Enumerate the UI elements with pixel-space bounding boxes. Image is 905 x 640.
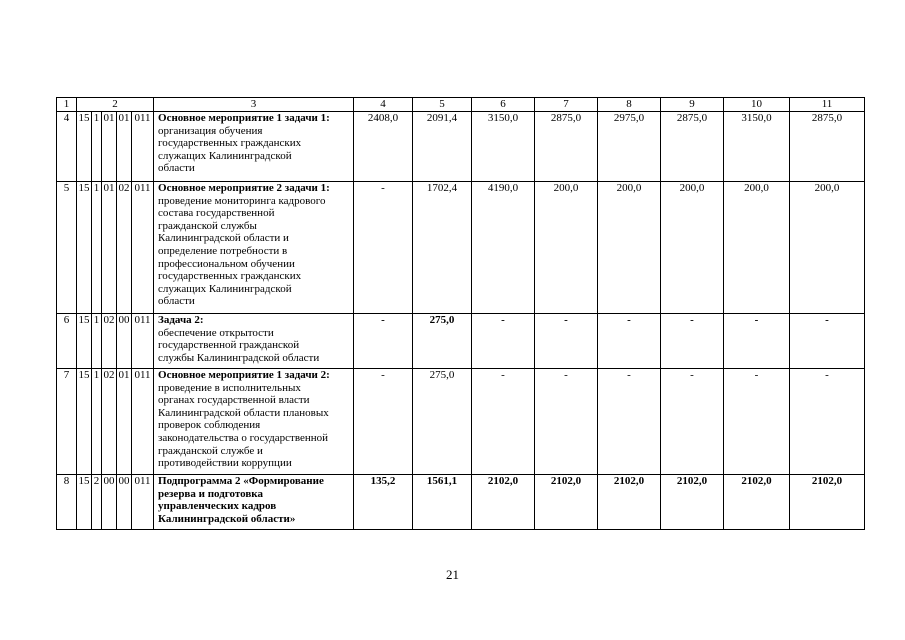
table-row (57, 314, 865, 369)
code-cell: 00 (117, 475, 132, 530)
description-line: органах государственной власти (158, 394, 310, 407)
description-cell (154, 475, 354, 530)
description-line: служащих Калининградской (158, 282, 292, 295)
row-number: 8 (57, 475, 77, 530)
value-cell: 1561,1 (413, 475, 472, 530)
description-line: Калининградской области плановых (158, 406, 329, 419)
code-cell: 00 (117, 314, 132, 369)
row-number: 5 (57, 182, 77, 314)
value-cell: 2102,0 (724, 475, 790, 530)
description-line: службы Калининградской области (158, 351, 320, 364)
value-cell: - (472, 369, 535, 475)
value-cell: 3150,0 (724, 112, 790, 182)
description-line: гражданской службе и (158, 444, 263, 457)
budget-table (56, 97, 865, 530)
value-cell: 2102,0 (661, 475, 724, 530)
description-line: области (158, 162, 195, 175)
header-cell-10: 10 (724, 98, 790, 112)
description-title-line: Подпрограмма 2 «Формирование (158, 475, 324, 487)
description-line: проверок соблюдения (158, 419, 261, 432)
header-cell-7: 7 (535, 98, 598, 112)
value-cell: 3150,0 (472, 112, 535, 182)
description-line: проведение в исполнительных (158, 381, 301, 394)
header-cell-4: 4 (354, 98, 413, 112)
value-cell: 275,0 (413, 369, 472, 475)
value-cell: - (724, 314, 790, 369)
value-cell: 2408,0 (354, 112, 413, 182)
code-cell: 15 (77, 369, 92, 475)
value-cell: 2875,0 (661, 112, 724, 182)
description-line: профессиональном обучении (158, 257, 295, 270)
value-cell: 2091,4 (413, 112, 472, 182)
header-cell-9: 9 (661, 98, 724, 112)
description-line: государственных гражданских (158, 270, 302, 283)
value-cell: 275,0 (413, 314, 472, 369)
description-cell (154, 182, 354, 314)
description-line: определение потребности в (158, 244, 288, 257)
code-cell: 011 (132, 314, 154, 369)
table-row (57, 369, 865, 475)
value-cell: 2875,0 (535, 112, 598, 182)
description-title-line: управленческих кадров (158, 500, 277, 513)
value-cell: 2975,0 (598, 112, 661, 182)
table-body (57, 98, 865, 530)
value-cell: 200,0 (724, 182, 790, 314)
description-line: области (158, 295, 195, 308)
value-cell: 2102,0 (598, 475, 661, 530)
value-cell: - (724, 369, 790, 475)
description-line: государственной гражданской (158, 339, 300, 352)
description-cell (154, 369, 354, 475)
description-line: гражданской службы (158, 219, 257, 232)
description-title: Основное мероприятие 1 задачи 1: (158, 112, 330, 124)
code-cell: 1 (92, 369, 102, 475)
value-cell: 135,2 (354, 475, 413, 530)
row-number: 6 (57, 314, 77, 369)
value-cell: - (535, 369, 598, 475)
page-number: 21 (446, 567, 459, 582)
code-cell: 2 (92, 475, 102, 530)
code-cell: 011 (132, 182, 154, 314)
value-cell: 200,0 (535, 182, 598, 314)
code-cell: 00 (102, 475, 117, 530)
value-cell: - (790, 314, 865, 369)
code-cell: 1 (92, 182, 102, 314)
header-cell-8: 8 (598, 98, 661, 112)
description-line: организация обучения (158, 124, 263, 137)
description-line: служащих Калининградской (158, 149, 292, 162)
row-number: 7 (57, 369, 77, 475)
header-cell-1: 1 (57, 98, 77, 112)
header-cell-11: 11 (790, 98, 865, 112)
row-number: 4 (57, 112, 77, 182)
table-row (57, 475, 865, 530)
description-title: Основное мероприятие 2 задачи 1: (158, 182, 330, 194)
code-cell: 1 (92, 112, 102, 182)
code-cell: 02 (102, 369, 117, 475)
code-cell: 01 (102, 182, 117, 314)
value-cell: 2102,0 (535, 475, 598, 530)
value-cell: 2102,0 (790, 475, 865, 530)
value-cell: - (790, 369, 865, 475)
code-cell: 01 (117, 112, 132, 182)
description-line: состава государственной (158, 207, 275, 220)
header-cell-6: 6 (472, 98, 535, 112)
code-cell: 011 (132, 112, 154, 182)
table-row (57, 112, 865, 182)
header-cell-3: 3 (154, 98, 354, 112)
value-cell: 200,0 (790, 182, 865, 314)
code-cell: 01 (102, 112, 117, 182)
value-cell: 200,0 (661, 182, 724, 314)
value-cell: 2875,0 (790, 112, 865, 182)
value-cell: - (354, 314, 413, 369)
header-cell-5: 5 (413, 98, 472, 112)
value-cell: - (535, 314, 598, 369)
value-cell: 1702,4 (413, 182, 472, 314)
value-cell: 200,0 (598, 182, 661, 314)
description-cell (154, 314, 354, 369)
description-cell (154, 112, 354, 182)
description-line: противодействии коррупции (158, 457, 292, 470)
value-cell: 4190,0 (472, 182, 535, 314)
code-cell: 02 (102, 314, 117, 369)
code-cell: 15 (77, 112, 92, 182)
table-row (57, 182, 865, 314)
code-cell: 01 (117, 369, 132, 475)
code-cell: 15 (77, 475, 92, 530)
value-cell: - (472, 314, 535, 369)
code-cell: 1 (92, 314, 102, 369)
code-cell: 011 (132, 369, 154, 475)
description-line: обеспечение открытости (158, 326, 274, 339)
description-title-line: резерва и подготовка (158, 487, 263, 500)
description-line: государственных гражданских (158, 137, 302, 150)
value-cell: - (598, 314, 661, 369)
value-cell: - (661, 369, 724, 475)
description-title-line: Калининградской области» (158, 512, 296, 525)
value-cell: - (354, 369, 413, 475)
description-title: Задача 2: (158, 314, 204, 326)
value-cell: - (354, 182, 413, 314)
value-cell: - (661, 314, 724, 369)
description-line: проведение мониторинга кадрового (158, 194, 326, 207)
code-cell: 011 (132, 475, 154, 530)
value-cell: - (598, 369, 661, 475)
description-line: законодательства о государственной (158, 431, 329, 444)
description-line: Калининградской области и (158, 232, 289, 245)
value-cell: 2102,0 (472, 475, 535, 530)
header-cell-2: 2 (77, 98, 154, 112)
code-cell: 15 (77, 314, 92, 369)
code-cell: 02 (117, 182, 132, 314)
description-title: Основное мероприятие 1 задачи 2: (158, 369, 330, 381)
header-row (57, 98, 865, 112)
code-cell: 15 (77, 182, 92, 314)
